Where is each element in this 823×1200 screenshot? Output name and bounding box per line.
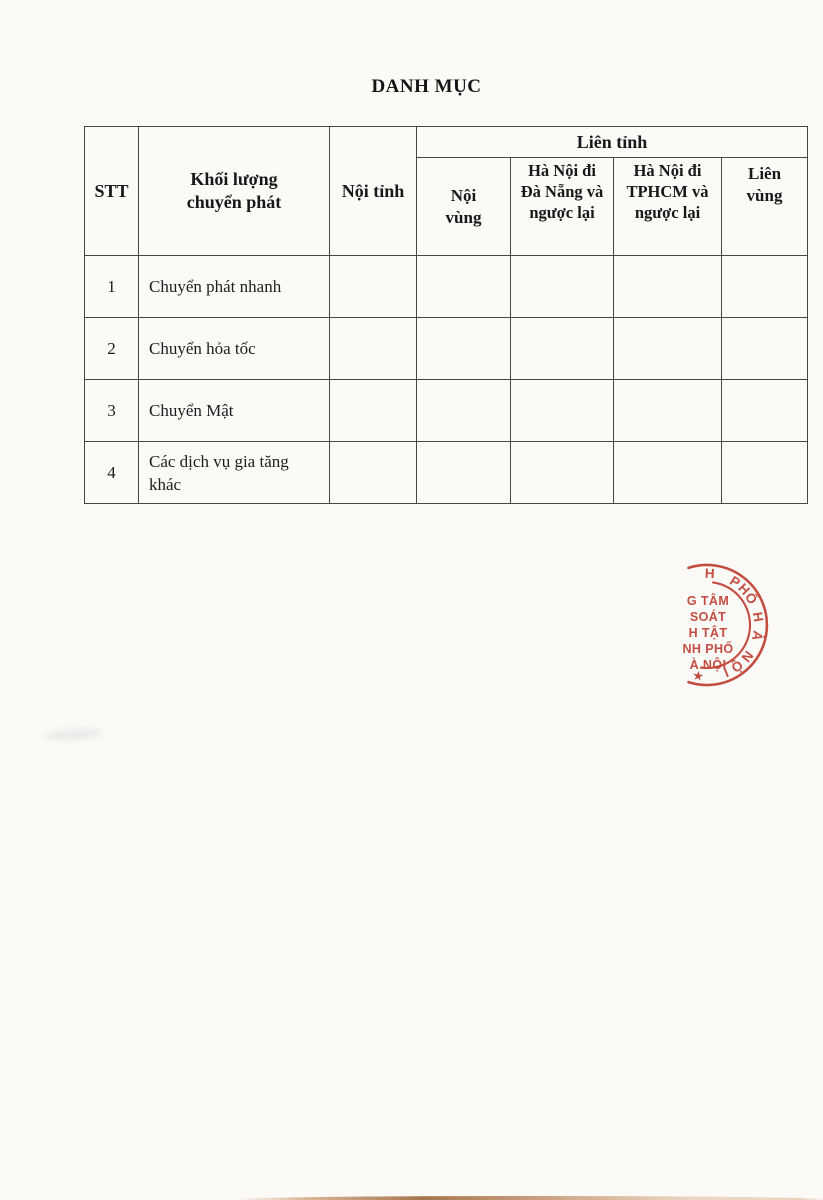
stamp-text-line: À NỘI [689,658,727,672]
col-header-stt: STT [85,127,139,256]
stamp-ring-letter: N [738,648,757,666]
stamp-ring-letter: Ộ [728,657,746,676]
stamp-ring-letter: Ố [741,590,761,607]
stamp-ring-letter: À [749,629,766,643]
row-number: 4 [85,442,139,504]
service-name: Chuyển hỏa tốc [139,318,330,380]
service-name: Chuyển Mật [139,380,330,442]
service-name: Các dịch vụ gia tăng khác [139,442,330,504]
value-cell [614,442,722,504]
value-cell [614,256,722,318]
value-cell [722,256,808,318]
red-circular-stamp [615,537,815,707]
stamp-text-line: SOÁT [689,610,727,624]
value-cell [614,380,722,442]
col-header-inner-region-label: Nội vùng [445,185,482,227]
table-row [85,256,808,318]
value-cell [417,318,511,380]
stamp-ring-letter: P [727,573,743,591]
stamp-text-line: G TÂM [686,594,730,608]
value-cell [330,442,417,504]
value-cell [511,380,614,442]
stamp-ring-letter: H [704,565,715,582]
value-cell [417,380,511,442]
stamp-ring-letter: H [749,610,767,623]
col-header-inter-province-group: Liên tỉnh [417,127,808,158]
value-cell [722,318,808,380]
stamp-ring-letter: H [735,580,753,598]
scan-smudge [45,727,104,742]
table-row [85,380,808,442]
row-number: 2 [85,318,139,380]
value-cell [722,380,808,442]
value-cell [417,442,511,504]
header-band-row [85,127,808,158]
col-header-intra-province: Nội tỉnh [330,127,417,256]
row-number: 3 [85,380,139,442]
col-header-hanoi-tphcm-label: Hà Nội đi TPHCM và ngược lại [626,161,709,222]
stamp-star-icon: ★ [691,667,705,684]
table-row [85,318,808,380]
stamp-ring-letter: I [721,665,731,681]
page-title: DANH MỤC [371,76,482,97]
value-cell [330,380,417,442]
col-header-inter-region [722,158,808,256]
service-name: Chuyển phát nhanh [139,256,330,318]
value-cell [330,318,417,380]
col-header-hanoi-tphcm [614,158,722,256]
service-price-table [84,126,808,504]
value-cell [722,442,808,504]
col-header-weight-label: Khối lượng chuyển phát [186,169,282,212]
value-cell [614,318,722,380]
value-cell [417,256,511,318]
value-cell [511,256,614,318]
col-header-hanoi-danang [511,158,614,256]
col-header-hanoi-danang-label: Hà Nội đi Đà Nẵng và ngược lại [520,161,604,222]
value-cell [511,318,614,380]
value-cell [511,442,614,504]
stamp-text-line: H TẬT [688,626,728,640]
stamp-text-line: NH PHỐ [682,642,734,656]
col-header-weight [139,127,330,256]
col-header-inner-region [417,158,511,256]
row-number: 1 [85,256,139,318]
col-header-inter-region-label: Liên vùng [746,164,783,205]
table-row [85,442,808,504]
scan-bottom-edge [235,1196,823,1200]
value-cell [330,256,417,318]
